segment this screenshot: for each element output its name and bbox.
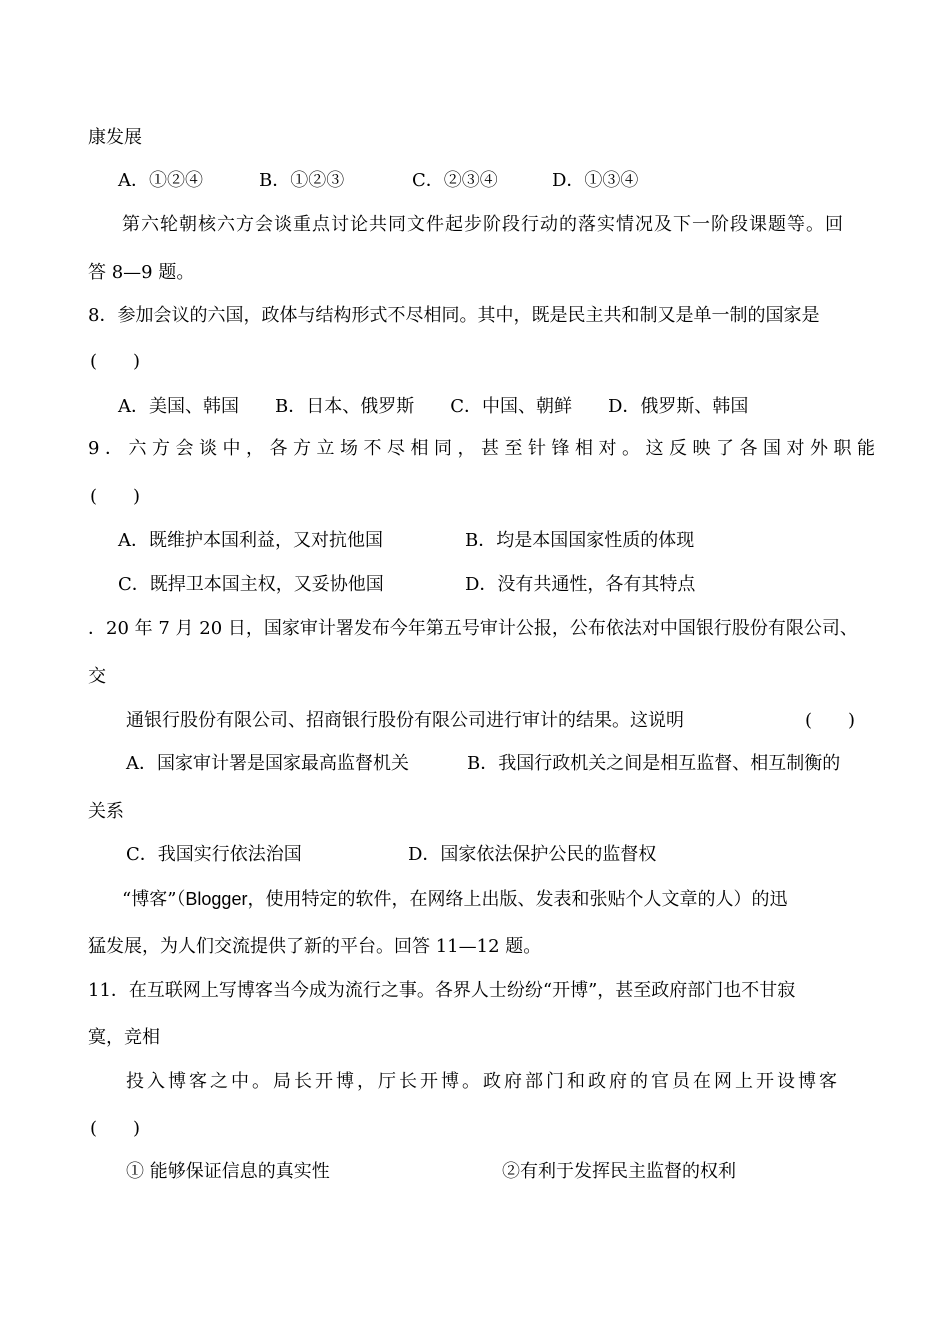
- option-c: C．我国实行依法治国: [126, 844, 302, 865]
- option-d: D．①③④: [552, 170, 639, 191]
- answer-paren: ( ): [90, 486, 141, 507]
- option-c: C．既捍卫本国主权，又妥协他国: [118, 574, 384, 595]
- option-d: D．没有共通性，各有其特点: [465, 574, 696, 595]
- passage-intro: [122, 887, 787, 912]
- question-10: ．20 年 7 月 20 日，国家审计署发布今年第五号审计公报，公布依法对中国银行股份有限公司、: [88, 618, 858, 639]
- answer-paren: ( ): [90, 351, 141, 372]
- answer-paren: ( ): [90, 1118, 141, 1139]
- option-b-cont: 关系: [88, 801, 124, 822]
- statement-1: ① 能够保证信息的真实性: [126, 1161, 330, 1182]
- text-line: 康发展: [88, 127, 142, 148]
- option-b: B．我国行政机关之间是相互监督、相互制衡的: [467, 753, 841, 774]
- question-10-cont: 交: [88, 666, 106, 687]
- question-8-options: A．美国、韩国 B．日本、俄罗斯 C．中国、朝鲜 D．俄罗斯、韩国: [118, 396, 749, 417]
- passage-intro-cont: 猛发展，为人们交流提供了新的平台。回答 11—12 题。: [88, 936, 542, 957]
- question-10-cont: 通银行股份有限公司、招商银行股份有限公司进行审计的结果。这说明: [126, 710, 684, 731]
- option-b: B．均是本国国家性质的体现: [465, 530, 695, 551]
- question-11-cont: 投入博客之中。局长开博，厅长开博。政府部门和政府的官员在网上开设博客: [126, 1071, 840, 1092]
- answer-paren: ( ): [805, 710, 856, 731]
- option-a: A．①②④: [118, 170, 203, 191]
- question-8: 8．参加会议的六国，政体与结构形式不尽相同。其中，既是民主共和制又是单一制的国家是: [88, 305, 820, 326]
- question-11-cont: 寞，竞相: [88, 1027, 160, 1048]
- option-d: D．国家依法保护公民的监督权: [408, 844, 657, 865]
- option-c: C．②③④: [412, 170, 498, 191]
- intro-rest: ，使用特定的软件，在网络上出版、发表和张贴个人文章的人）的迅: [247, 889, 788, 910]
- intro-blogger: Blogger: [185, 889, 248, 909]
- passage-intro: 第六轮朝核六方会谈重点讨论共同文件起步阶段行动的落实情况及下一阶段课题等。回: [122, 214, 844, 235]
- option-a: A．国家审计署是国家最高监督机关: [126, 753, 409, 774]
- intro-prefix: “博客”（: [122, 889, 186, 910]
- option-a: A．既维护本国利益，又对抗他国: [118, 530, 383, 551]
- option-b: B．①②③: [259, 170, 345, 191]
- statement-2: ②有利于发挥民主监督的权利: [502, 1161, 736, 1182]
- question-9: 9．六方会谈中，各方立场不尽相同，甚至针锋相对。这反映了各国对外职能: [88, 438, 881, 459]
- passage-intro-cont: 答 8—9 题。: [88, 262, 195, 283]
- question-11: 11．在互联网上写博客当今成为流行之事。各界人士纷纷“开博”，甚至政府部门也不甘寂: [88, 980, 796, 1001]
